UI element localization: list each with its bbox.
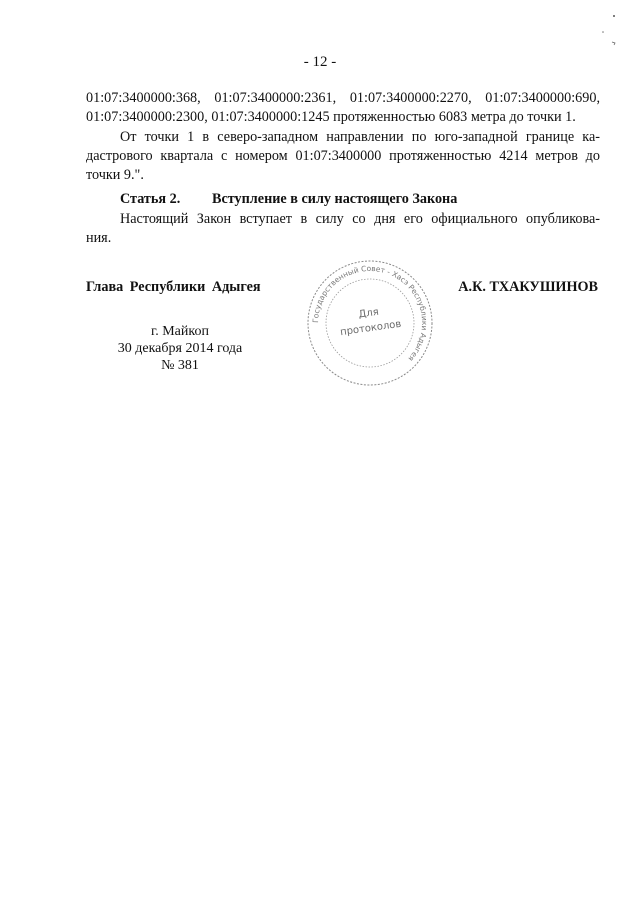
signatory-position: Глава Республики Адыгея [86,279,261,295]
body-line-2: 01:07:3400000:2300, 01:07:3400000:1245 протяженностью 6083 метра до точки 1. [86,109,576,125]
stamp-center-text-2: протоколов [339,318,402,339]
body-para2-line-3: точки 9.". [86,167,144,183]
law-number: № 381 [161,358,199,373]
place-city: г. Майкоп [151,324,209,339]
article-text-line-2: ния. [86,230,112,246]
official-stamp [300,258,440,388]
scan-marks [600,12,620,52]
place-date: 30 декабря 2014 года [117,341,243,356]
article-text-line-1: Настоящий Закон вступает в силу со дня его официального опубликова- [120,211,600,227]
article-number: Статья 2. [120,191,181,207]
body-para2-line-1: От точки 1 в северо-западном направлении по юго-западной границе ка- [120,129,600,145]
page-number: - 12 - [303,54,337,70]
body-line-1: 01:07:3400000:368, 01:07:3400000:2361, 01:07:3400000:2270, 01:07:3400000:690, [86,90,600,106]
stamp-center-text-1: Для [357,306,380,321]
signatory-name: А.К. ТХАКУШИНОВ [458,279,598,295]
article-heading [120,191,457,208]
body-para2-line-2: дастрового квартала с номером 01:07:3400000 протяженностью 4214 метров до [86,148,600,164]
stamp-ring-text: Государственный Совет - Хасэ Республики Адыгея [310,263,430,364]
article-title: Вступление в силу настоящего Закона [212,191,458,207]
